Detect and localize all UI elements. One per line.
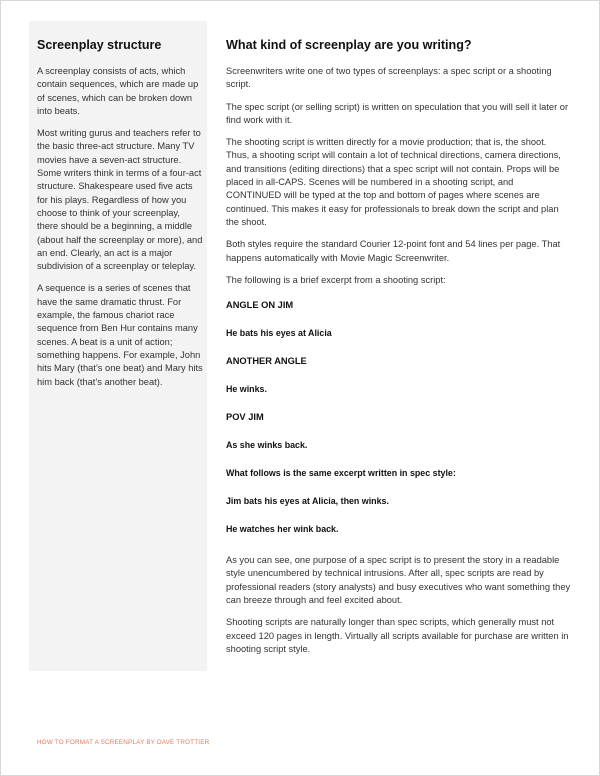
main-paragraph: Both styles require the standard Courier 12-point font and 54 lines per page. That happens automatically with Movie Magic Screenwriter. xyxy=(226,239,561,263)
shooting-script-line: As she winks back. xyxy=(226,440,308,451)
sidebar-heading: Screenplay structure xyxy=(37,38,162,52)
main-paragraph: The shooting script is written directly for a movie production; that is, the shoot. Thus, a shooting script will contain a lot of technical directions, camera directions, and transitions (editing directions) that a spec script will not contain. Props will be placed in all-CAPS. Scenes will be numbered in a shooting script, and CONTINUED will be typed at the top and bottom of pages where scenes are continued. This makes it easy for professionals to break down the script and plan the shoot. xyxy=(226,137,561,227)
main-column xyxy=(226,37,571,665)
shooting-script-line: ANOTHER ANGLE xyxy=(226,356,307,367)
sidebar-paragraph: Most writing gurus and teachers refer to the basic three-act structure. Many TV movies have a seven-act structure. Some writers think in terms of a four-act structure. Shakespeare used five acts for his plays. Regardless of how you choose to think of your screenplay, there should be a beginning, a middle (about half the screenplay or more), and an end. Clearly, an act is a major subdivision of a screenplay or teleplay. xyxy=(37,128,203,272)
shooting-script-line: ANGLE ON JIM xyxy=(226,300,294,311)
main-paragraph: The following is a brief excerpt from a shooting script: xyxy=(226,274,446,285)
main-heading: What kind of screenplay are you writing? xyxy=(226,38,472,52)
shooting-script-line: He bats his eyes at Alicia xyxy=(226,328,332,339)
shooting-script-line: He winks. xyxy=(226,384,267,395)
main-paragraph: The spec script (or selling script) is written on speculation that you will sell it later or find work with it. xyxy=(226,101,569,125)
sidebar-paragraph: A sequence is a series of scenes that have the same dramatic thrust. For example, the famous chariot race sequence from Ben Hur contains many scenes. A beat is a unit of action; something happens. For example, John hits Mary (that’s one beat) and Mary hits him back (that’s another beat). xyxy=(37,283,203,387)
sidebar-column xyxy=(37,37,203,398)
sidebar-paragraph: A screenplay consists of acts, which contain sequences, which are made up of scenes, which can be broken down into beats. xyxy=(37,66,199,116)
spec-script-line: He watches her wink back. xyxy=(226,524,339,535)
shooting-script-line: POV JIM xyxy=(226,412,264,423)
main-paragraph: Screenwriters write one of two types of screenplays: a spec script or a shooting script. xyxy=(226,66,552,90)
main-paragraph: As you can see, one purpose of a spec script is to present the story in a readable style unencumbered by technical intrusions. After all, spec scripts are read by professional readers (story analysts) and busy executives who want something they can breeze through and feel excited about. xyxy=(226,555,571,606)
page-footer: HOW TO FORMAT A SCREENPLAY BY DAVE TROTTIER xyxy=(37,739,210,746)
spec-style-intro: What follows is the same excerpt written in spec style: xyxy=(226,468,456,479)
spec-script-line: Jim bats his eyes at Alicia, then winks. xyxy=(226,496,389,507)
main-paragraph: Shooting scripts are naturally longer than spec scripts, which generally must not exceed 120 pages in length. Virtually all scripts available for purchase are written in shooting script style. xyxy=(226,617,569,654)
